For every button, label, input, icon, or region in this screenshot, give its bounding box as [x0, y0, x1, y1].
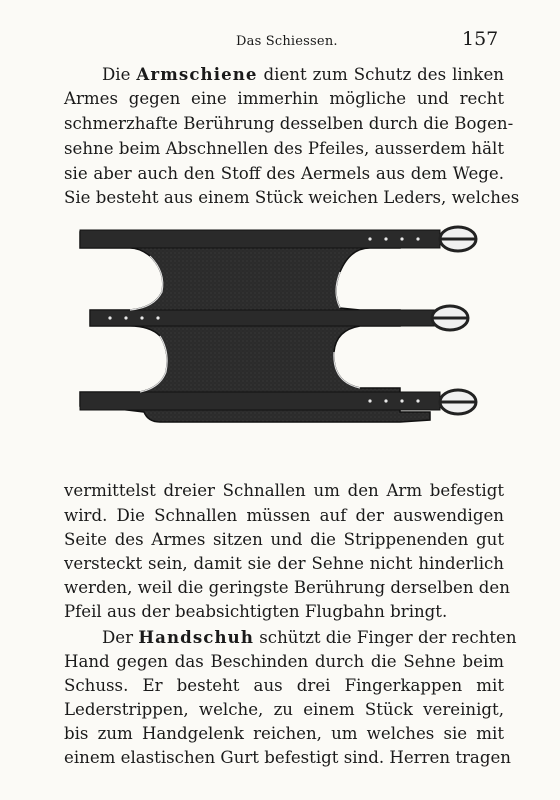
paragraph-line: vermittelst dreier Schnallen um den Arm befestigt — [64, 481, 504, 500]
arm-guard-illustration — [70, 212, 490, 452]
paragraph-line: Seite des Armes sitzen und die Strippenenden gut — [64, 530, 504, 549]
paragraph-line: Die Armschiene dient zum Schutz des linken — [102, 64, 504, 84]
paragraph-line: einem elastischen Gurt befestigt sind. Herren tragen — [64, 748, 511, 767]
running-title: Das Schiessen. — [236, 34, 338, 49]
paragraph-line: Pfeil aus der beabsichtigten Flugbahn bringt. — [64, 602, 448, 621]
paragraph-line: sie aber auch den Stoff des Aermels aus dem Wege. — [64, 164, 504, 183]
paragraph-line: versteckt sein, damit sie der Sehne nicht hinderlich — [64, 554, 504, 573]
page-number: 157 — [462, 28, 499, 50]
paragraph-line: Hand gegen das Beschinden durch die Sehne beim — [64, 652, 504, 671]
buckle-middle — [432, 306, 468, 330]
paragraph-line: Armes gegen eine immerhin mögliche und recht — [64, 89, 504, 108]
term-handschuh: Handschuh — [138, 627, 254, 647]
paragraph-line: bis zum Handgelenk reichen, um welches sie mit — [64, 724, 504, 743]
paragraph-line: Der Handschuh schützt die Finger der rechten — [102, 627, 517, 647]
paragraph-line: wird. Die Schnallen müssen auf der auswendigen — [64, 506, 504, 525]
paragraph-line: sehne beim Abschnellen des Pfeiles, ausserdem hält — [64, 139, 504, 158]
buckle-top — [440, 227, 476, 251]
paragraph-line: werden, weil die geringste Berührung derselben den — [64, 578, 510, 597]
paragraph-line: Sie besteht aus einem Stück weichen Leders, welches — [64, 188, 520, 207]
paragraph-line: Schuss. Er besteht aus drei Fingerkappen mit — [64, 676, 504, 695]
term-armschiene: Armschiene — [136, 64, 258, 84]
paragraph-line: Lederstrippen, welche, zu einem Stück vereinigt, — [64, 700, 504, 719]
paragraph-line: schmerzhafte Berührung desselben durch die Bogen- — [64, 114, 514, 133]
buckle-bottom — [440, 390, 476, 414]
